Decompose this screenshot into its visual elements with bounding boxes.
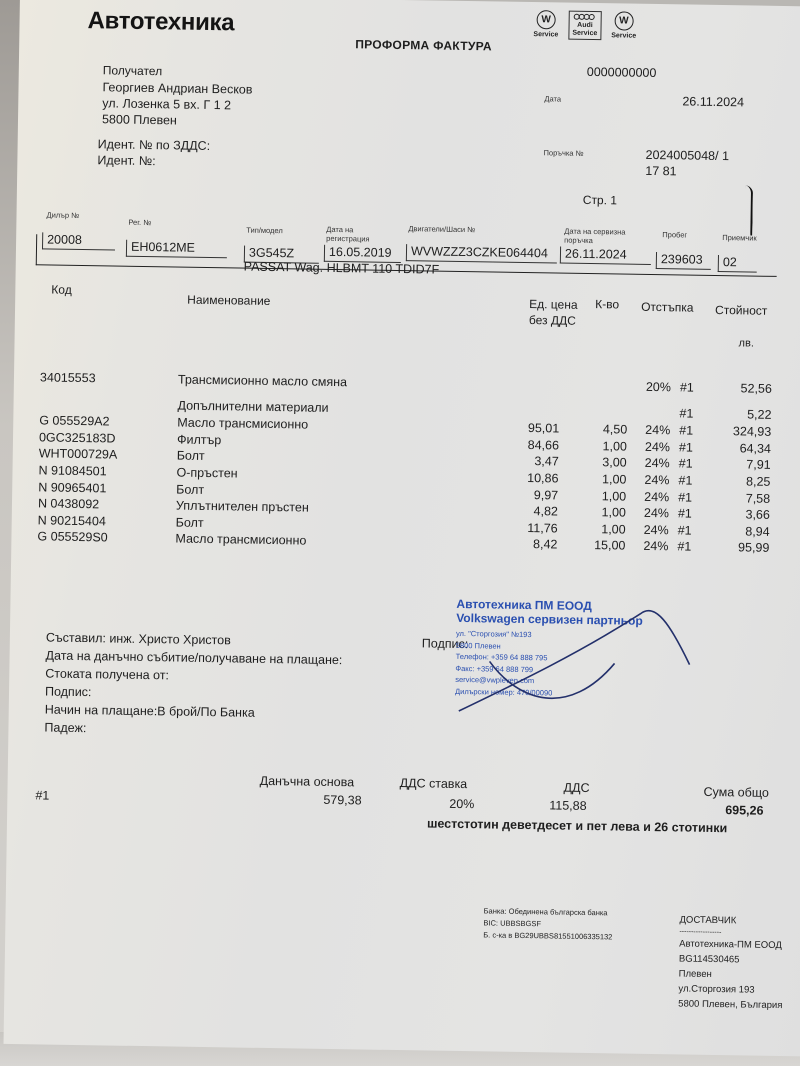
item-unit-price: 8,42	[532, 537, 558, 552]
stamp-fax: Факс: +359 64 888 799	[455, 663, 534, 674]
item-value: 8,94	[745, 524, 770, 539]
item-name: Масло трансмисионно	[177, 415, 309, 432]
model-description: PASSAT Wag. HLBMT 110 TDID7F	[243, 259, 440, 277]
reg-label: Рег. №	[128, 217, 152, 228]
item-vat-group: #1	[679, 406, 694, 421]
stamp-city: 5800 Плевен	[455, 640, 501, 651]
currency-label: лв.	[738, 337, 755, 350]
item-unit-price: 95,01	[527, 421, 560, 436]
receiver-label: Приемчик	[722, 233, 757, 243]
supplier-block	[678, 912, 784, 1013]
supplier-address: 5800 Плевен, България	[678, 998, 783, 1012]
item-vat-group: #1	[677, 523, 692, 538]
item-value: 7,58	[745, 491, 771, 506]
col-qty: К-во	[595, 297, 620, 312]
item-name: О-пръстен	[176, 465, 238, 481]
goods-received-by: Стоката получена от:	[45, 666, 170, 683]
item-code: N 90965401	[38, 479, 107, 496]
item-code: N 90215404	[37, 513, 106, 529]
bank-iban: Б. с-ка в BG29UBBS81551006335132	[483, 930, 613, 942]
invoice-page	[4, 0, 800, 1056]
payment-method: Начин на плащане:В брой/По Банка	[44, 702, 255, 720]
stamp-partner: Volkswagen сервизен партньор	[456, 610, 643, 628]
item-discount: 24%	[643, 506, 670, 521]
stamp-company: Автотехника ПМ ЕООД	[456, 596, 592, 614]
item-vat-group: #1	[678, 473, 693, 488]
logo-label: Service	[572, 29, 598, 38]
stamp-dealer-no: Дилърски номер: 470/00090	[455, 686, 553, 697]
col-value: Стойност	[715, 302, 768, 318]
item-name: Допълнителни материали	[177, 398, 329, 415]
supplier-city: Плевен	[678, 968, 712, 980]
item-vat-group: #1	[679, 423, 694, 438]
order-number: 2024005048/ 1	[645, 147, 730, 164]
recipient-name: Георгиев Андриан Весков	[102, 80, 253, 97]
total-value: 695,26	[725, 803, 764, 818]
item-discount: 24%	[645, 423, 671, 438]
document-date: 26.11.2024	[682, 94, 745, 110]
date-label: Дата	[544, 94, 562, 104]
vat-rate-label: ДДС ставка	[399, 776, 468, 792]
vw-commercial-logo-icon: W	[614, 11, 633, 30]
vat-rate-value: 20%	[449, 796, 475, 812]
type-label: Тип/модел	[246, 225, 283, 236]
vw-service-logo	[533, 10, 558, 38]
audi-rings-icon	[573, 14, 598, 20]
item-value: 324,93	[732, 424, 772, 440]
item-vat-group: #1	[678, 456, 693, 472]
item-name: Болт	[176, 448, 205, 464]
item-name: Уплътнителен пръстен	[175, 498, 309, 515]
recipient-label: Получател	[102, 63, 163, 79]
item-code: G 055529S0	[37, 529, 108, 545]
tax-base-value: 579,38	[323, 792, 362, 808]
item-value: 3,66	[745, 507, 771, 523]
mileage-label: Пробег	[662, 230, 688, 240]
item-unit-price: 3,47	[534, 454, 559, 469]
item-value: 52,56	[740, 381, 773, 396]
item-name: Филтър	[176, 432, 222, 448]
reg-field: EH0612ME	[126, 240, 227, 259]
mileage-field: 239603	[656, 252, 711, 270]
col-code: Код	[51, 282, 72, 297]
logo-label: Service	[611, 32, 637, 40]
item-discount: 24%	[643, 522, 669, 538]
item-quantity: 4,50	[602, 422, 628, 437]
item-discount: 24%	[644, 456, 670, 471]
item-discount: 24%	[644, 489, 670, 504]
item-value: 5,22	[747, 407, 772, 422]
item-unit-price: 4,82	[533, 504, 559, 519]
item-unit-price: 84,66	[527, 437, 560, 453]
id-label: Идент. №:	[97, 153, 156, 169]
brand-logos	[533, 10, 636, 41]
page-number: Стр. 1	[582, 192, 618, 208]
col-discount: Отстъпка	[641, 299, 694, 315]
audi-service-logo	[568, 11, 601, 41]
item-discount: 24%	[643, 539, 669, 554]
bank-name: Банка: Обединена българска банка	[483, 906, 608, 918]
item-code: 0GC325183D	[38, 430, 116, 446]
item-code: N 0438092	[37, 496, 100, 512]
col-unit-price: Ед. цена без ДДС	[528, 297, 578, 328]
item-code: WHT000729A	[38, 446, 118, 462]
receiver-field: 02	[718, 255, 757, 273]
reg-date-field: 16.05.2019	[324, 245, 401, 263]
item-value: 64,34	[739, 441, 772, 456]
item-name: Трансмисионно масло смяна	[177, 372, 348, 390]
vat-group: #1	[35, 788, 50, 803]
service-date-label: Дата на сервизна поръчка	[564, 226, 626, 246]
item-quantity: 3,00	[602, 455, 627, 470]
bank-bic: BIC: UBBSBGSF	[483, 918, 542, 929]
item-quantity: 15,00	[594, 538, 626, 553]
vat-id-label: Идент. № по ЗДДС:	[97, 137, 211, 154]
col-name: Наименование	[187, 292, 271, 308]
item-discount: 20%	[645, 379, 672, 395]
logo-label: Audi	[577, 21, 593, 29]
dealer-label: Дилър №	[46, 210, 80, 220]
item-value: 95,99	[737, 540, 770, 556]
document-number: 0000000000	[586, 64, 657, 81]
item-quantity: 1,00	[602, 439, 628, 454]
item-name: Болт	[175, 515, 204, 530]
type-field: 3G545Z	[244, 246, 319, 264]
supplier-street: ул.Сторгозия 193	[678, 983, 755, 996]
stamp-email: service@vwpleven.com	[455, 674, 535, 686]
item-vat-group: #1	[678, 440, 693, 455]
order-label: Поръчка №	[543, 148, 584, 158]
supplier-label: ДОСТАВЧИК	[679, 914, 737, 927]
due-date: Падеж:	[44, 720, 87, 736]
item-code: 34015553	[39, 370, 96, 386]
bank-details	[483, 905, 613, 943]
dealer-field: 20008	[42, 232, 115, 250]
reg-date-label: Дата на регистрация	[326, 224, 370, 244]
vin-label: Двигатели/Шаси №	[408, 224, 476, 235]
stamp-street: ул. "Сторгозия" №193	[455, 628, 532, 640]
vw-logo-icon: W	[536, 10, 555, 29]
logo-label: Service	[533, 31, 559, 39]
item-code: G 055529A2	[39, 413, 110, 429]
item-discount: 24%	[644, 472, 670, 488]
tax-event-date: Дата на данъчно събитие/получаване на плащане:	[45, 648, 343, 668]
service-date-field: 26.11.2024	[560, 247, 651, 265]
fold-mark	[744, 185, 753, 235]
signature-label-right: Подпис:	[421, 636, 469, 652]
document-title: ПРОФОРМА ФАКТУРА	[355, 37, 493, 54]
total-in-words: шестстотин деветдесет и пет лева и 26 стотинки	[426, 816, 728, 836]
supplier-name: Автотехника-ПМ ЕООД	[679, 938, 782, 952]
company-brand: Автотехника	[87, 7, 235, 37]
signature-label: Подпис:	[44, 684, 92, 700]
compiled-by: Съставил: инж. Христо Христов	[45, 630, 231, 648]
tax-base-label: Данъчна основа	[259, 773, 355, 790]
total-label: Сума общо	[703, 784, 770, 800]
item-value: 7,91	[746, 457, 771, 473]
supplier-divider: ------------------	[679, 928, 722, 937]
handwritten-signature	[439, 591, 701, 725]
item-code: N 91084501	[38, 463, 107, 479]
order-sub: 17 81	[645, 163, 677, 179]
table-row	[14, 370, 800, 400]
item-vat-group: #1	[678, 489, 693, 505]
item-discount: 24%	[644, 439, 671, 455]
item-unit-price: 10,86	[527, 471, 559, 486]
item-vat-group: #1	[677, 539, 692, 555]
vw-commercial-service-logo	[611, 11, 636, 39]
stamp-phone: Телефон: +359 64 888 795	[455, 651, 548, 663]
recipient-address-1: ул. Лозенка 5 вх. Г 1 2	[102, 96, 232, 113]
item-quantity: 1,00	[601, 472, 627, 487]
vat-value: 115,88	[549, 798, 587, 813]
vat-label: ДДС	[563, 780, 590, 796]
recipient-address-2: 5800 Плевен	[101, 112, 178, 128]
supplier-vat: BG114530465	[678, 953, 740, 966]
item-value: 8,25	[745, 474, 771, 489]
item-name: Масло трансмисионно	[175, 531, 307, 548]
vin-field: WVWZZZ3CZKE064404	[406, 244, 557, 263]
item-unit-price: 9,97	[533, 487, 559, 503]
item-quantity: 1,00	[601, 505, 627, 520]
item-quantity: 1,00	[601, 488, 627, 504]
item-unit-price: 11,76	[527, 520, 558, 536]
item-name: Болт	[176, 482, 205, 497]
item-vat-group: #1	[677, 506, 692, 521]
item-vat-group: #1	[679, 380, 694, 395]
item-quantity: 1,00	[601, 521, 626, 537]
